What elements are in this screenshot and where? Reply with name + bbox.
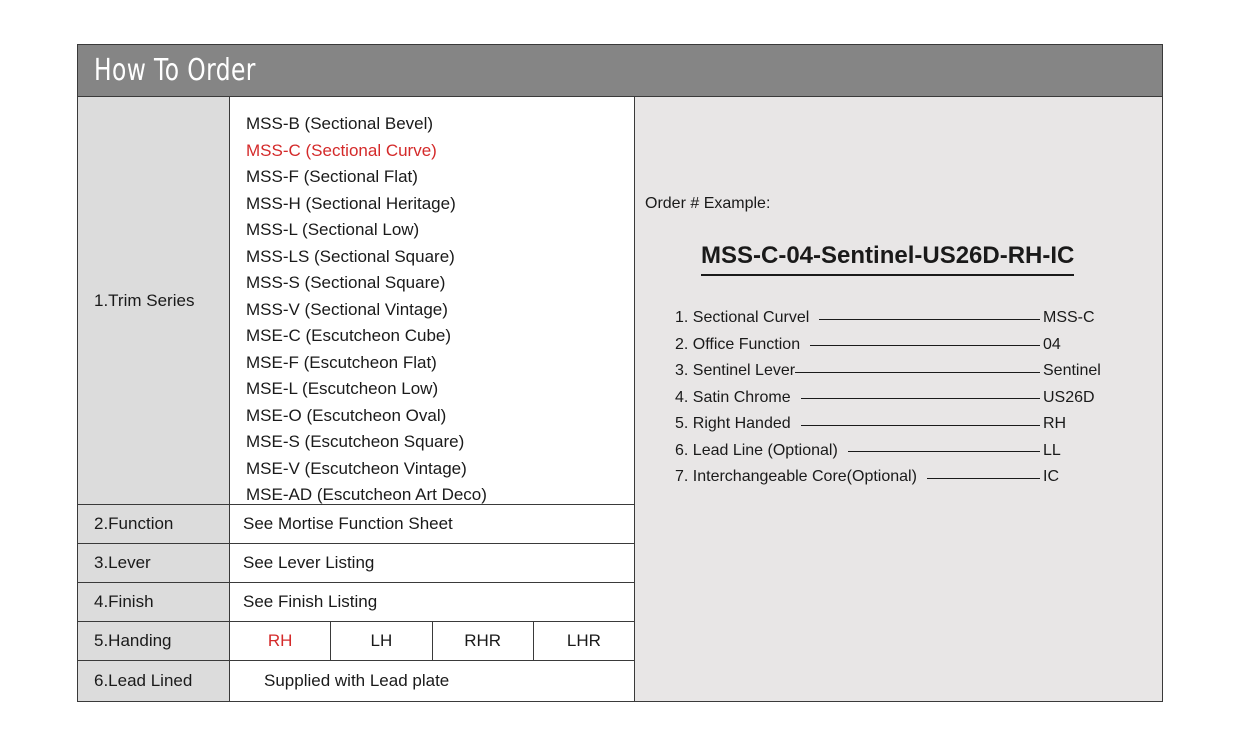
trim-series-label: 1.Trim Series (78, 97, 230, 505)
trim-series-item: MSE-O (Escutcheon Oval) (246, 405, 447, 425)
trim-series-item: MSE-C (Escutcheon Cube) (246, 326, 452, 345)
function-value: See Mortise Function Sheet (230, 505, 634, 544)
trim-series-item: MSS-C (Sectional Curve) (246, 140, 437, 160)
breakdown-row (675, 305, 1115, 332)
breakdown-code: 04 (1043, 335, 1061, 353)
how-to-order-table (77, 44, 1163, 702)
leader-line (810, 345, 1040, 346)
trim-series-item: MSS-B (Sectional Bevel) (246, 114, 434, 133)
trim-series-list (246, 111, 487, 509)
breakdown-part: 1. Sectional Curvel (675, 309, 810, 327)
handing-option-lhr: LHR (566, 631, 601, 650)
handing-option-rhr: RHR (433, 622, 534, 660)
breakdown-row (675, 385, 1115, 412)
leader-line (795, 372, 1040, 373)
trim-series-item: MSE-V (Escutcheon Vintage) (246, 458, 467, 478)
leader-line (848, 451, 1040, 452)
breakdown-row (675, 358, 1115, 385)
breakdown-code: IC (1043, 468, 1059, 486)
breakdown-part: 5. Right Handed (675, 415, 791, 433)
trim-series-item: MSS-LS (Sectional Square) (246, 246, 455, 266)
trim-series-item: MSS-F (Sectional Flat) (246, 167, 418, 186)
leader-line (927, 478, 1040, 479)
lever-value: See Lever Listing (230, 544, 634, 583)
breakdown-part: 4. Satin Chrome (675, 388, 791, 406)
breakdown-part: 3. Sentinel Lever (675, 362, 796, 380)
breakdown-code: MSS-C (1043, 309, 1095, 327)
lead-lined-label: 6.Lead Lined (78, 661, 230, 701)
order-example-code: MSS-C-04-Sentinel-US26D-RH-IC (701, 242, 1074, 276)
handing-option-lh: LH (331, 622, 432, 660)
breakdown-part: 6. Lead Line (Optional) (675, 441, 838, 459)
trim-series-item: MSS-L (Sectional Low) (246, 220, 420, 239)
trim-series-item: MSE-F (Escutcheon Flat) (246, 352, 437, 372)
table-header (78, 45, 1162, 97)
row-values-column (230, 97, 634, 701)
breakdown-part: 7. Interchangeable Core(Optional) (675, 468, 917, 486)
finish-label: 4.Finish (78, 583, 230, 622)
handing-options (230, 622, 634, 661)
handing-label: 5.Handing (78, 622, 230, 661)
lever-label: 3.Lever (78, 544, 230, 583)
leader-line (801, 425, 1040, 426)
trim-series-item: MSS-V (Sectional Vintage) (246, 299, 448, 319)
function-label: 2.Function (78, 505, 230, 544)
leader-line (801, 398, 1040, 399)
breakdown-code: Sentinel (1043, 362, 1101, 380)
trim-series-item: MSE-AD (Escutcheon Art Deco) (246, 485, 487, 504)
table-title: How To Order (94, 53, 256, 88)
breakdown-part: 2. Office Function (675, 335, 801, 353)
leader-line (819, 319, 1040, 320)
order-breakdown-list (675, 305, 1115, 491)
trim-series-item: MSE-S (Escutcheon Square) (246, 432, 465, 451)
breakdown-row (675, 411, 1115, 438)
trim-series-item: MSS-H (Sectional Heritage) (246, 193, 456, 213)
order-example-panel (634, 97, 1162, 701)
handing-option-rh: RH (230, 622, 331, 660)
trim-series-cell (230, 97, 634, 505)
breakdown-row (675, 438, 1115, 465)
breakdown-code: US26D (1043, 388, 1095, 406)
breakdown-row (675, 464, 1115, 491)
breakdown-row (675, 332, 1115, 359)
row-labels-column (78, 97, 230, 701)
trim-series-item: MSS-S (Sectional Square) (246, 273, 446, 292)
order-example-label: Order # Example: (645, 195, 771, 212)
breakdown-code: LL (1043, 441, 1061, 459)
lead-lined-value: Supplied with Lead plate (230, 661, 634, 701)
breakdown-code: RH (1043, 415, 1067, 433)
trim-series-item: MSE-L (Escutcheon Low) (246, 379, 439, 398)
finish-value: See Finish Listing (230, 583, 634, 622)
